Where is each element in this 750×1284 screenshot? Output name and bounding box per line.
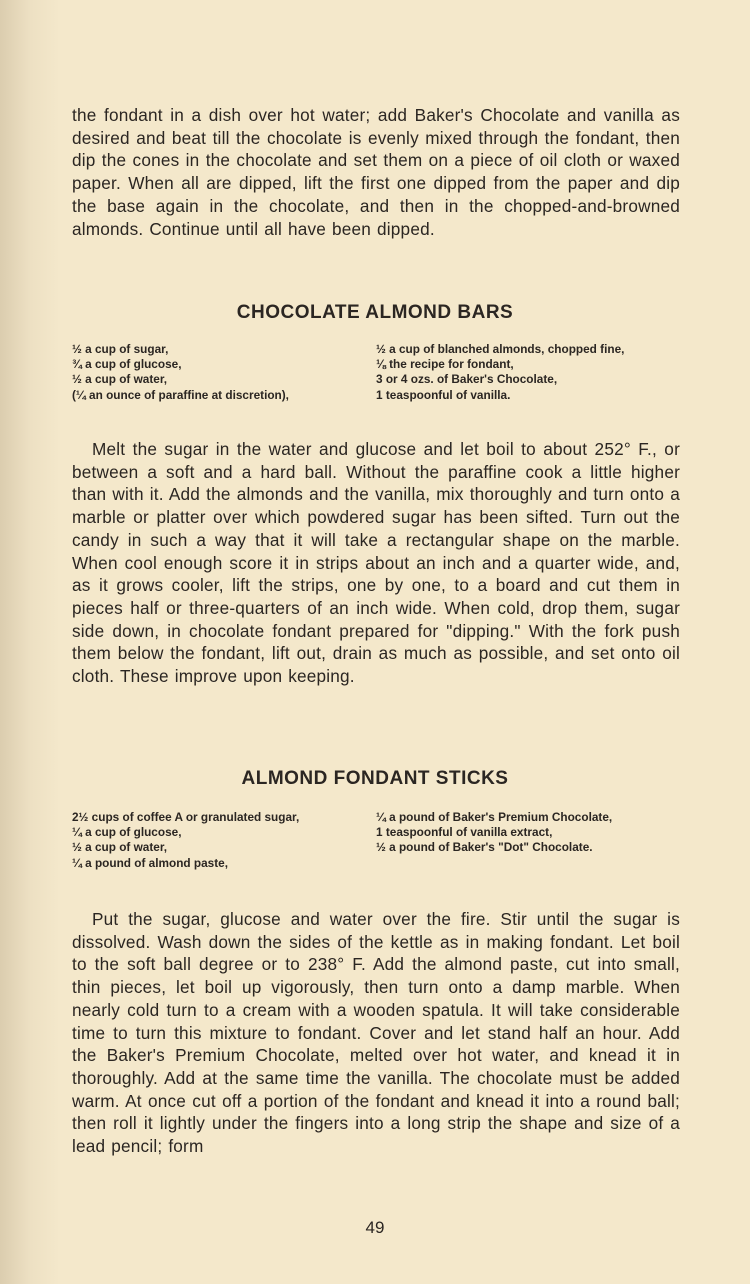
- ingredients-left-column: [72, 342, 376, 403]
- ingredient-item: ¼ a pound of almond paste,: [72, 855, 228, 870]
- intro-paragraph: the fondant in a dish over hot water; add Baker's Chocolate and vanilla as desired and beat till the chocolate is evenly mixed through the fondant, then dip the cones in the chocolate and set them on a piece of oil cloth or waxed paper. When all are dipped, lift the first one dipped from the paper and dip the base again in the chocolate, and then in the chopped-and-browned almonds. Continue until all have been dipped.: [72, 105, 680, 239]
- ingredient-item: 1 teaspoonful of vanilla.: [376, 387, 511, 402]
- ingredient-item: ½ a cup of water,: [72, 372, 168, 387]
- instructions-almond-fondant-sticks-block: [72, 908, 680, 1158]
- ingredients-left-column: [72, 810, 376, 871]
- ingredient-item: ¼ a cup of glucose,: [72, 825, 182, 840]
- instructions-chocolate-almond-bars-block: [72, 438, 680, 688]
- ingredient-item: ½ a cup of blanched almonds, chopped fine,: [376, 342, 625, 356]
- ingredient-item: ½ a pound of Baker's "Dot" Chocolate.: [376, 840, 593, 855]
- ingredient-item: 2½ cups of coffee A or granulated sugar,: [72, 810, 300, 824]
- ingredient-item: ¼ a pound of Baker's Premium Chocolate,: [376, 810, 613, 824]
- recipe-title-almond-fondant-sticks: ALMOND FONDANT STICKS: [241, 768, 509, 789]
- ingredient-item: ½ a cup of sugar,: [72, 342, 169, 356]
- ingredients-chocolate-almond-bars: [72, 342, 680, 403]
- ingredients-almond-fondant-sticks: [72, 810, 680, 871]
- ingredient-item: ½ a cup of water,: [72, 840, 168, 855]
- ingredient-item: ¾ a cup of glucose,: [72, 357, 182, 372]
- instructions-paragraph: Put the sugar, glucose and water over the fire. Stir until the sugar is dissolved. Wash down the sides of the kettle as in making fondant. Let boil to the soft ball degree or to 238° F. Add the almond paste, cut into small, thin pieces, let boil up vigorously, then turn onto a damp marble. When nearly cold turn to a cream with a wooden spatula. It will take considerable time to turn this mixture to fondant. Cover and let stand half an hour. Add the Baker's Premium Chocolate, melted over hot water, and knead it in thoroughly. Add at the same time the vanilla. The chocolate must be added warm. At once cut off a portion of the fondant and knead it into a round ball; then roll it lightly under the fingers into a long strip the shape and size of a lead pencil; form: [72, 909, 680, 1157]
- ingredient-item: 1 teaspoonful of vanilla extract,: [376, 825, 553, 840]
- ingredient-item: (¼ an ounce of paraffine at discretion),: [72, 387, 289, 402]
- instructions-paragraph: Melt the sugar in the water and glucose and let boil to about 252° F., or between a soft and a hard ball. Without the paraffine cook a little higher than with it. Add the almonds and the vanilla, mix thoroughly and turn onto a marble or platter over which powdered sugar has been sifted. Turn out the candy in such a way that it will take a rectangular shape on the marble. When cool enough score it in strips about an inch and a quarter wide, and, as it grows cooler, lift the strips, one by one, to a board and cut them in pieces half or three-quarters of an inch wide. When cold, drop them, sugar side down, in chocolate fondant prepared for "dipping." With the fork push them below the fondant, lift out, drain as much as possible, and set onto oil cloth. These improve upon keeping.: [72, 439, 680, 687]
- recipe-title-chocolate-almond-bars: CHOCOLATE ALMOND BARS: [236, 302, 514, 323]
- ingredients-right-column: [376, 342, 680, 403]
- page-number: 49: [365, 1218, 385, 1237]
- ingredient-item: ⅛ the recipe for fondant,: [376, 357, 514, 372]
- intro-paragraph-block: [72, 104, 680, 240]
- ingredients-right-column: [376, 810, 680, 871]
- ingredient-item: 3 or 4 ozs. of Baker's Chocolate,: [376, 372, 558, 387]
